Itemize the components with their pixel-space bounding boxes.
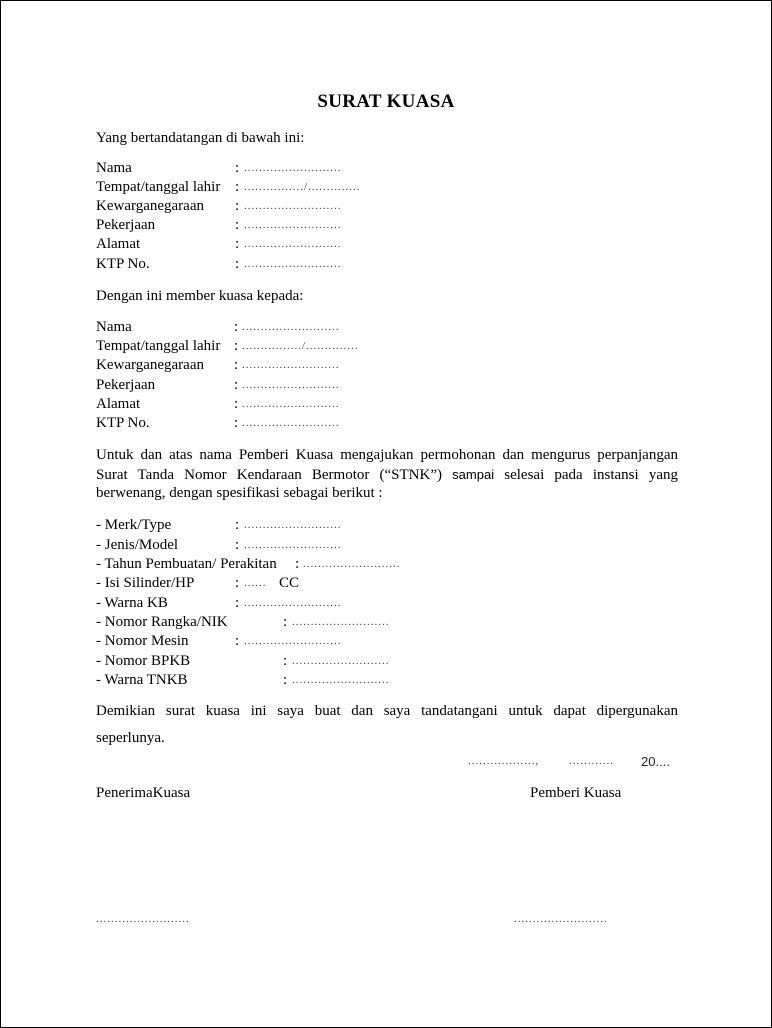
- spec-bpkb-label: - Nomor BPKB: [96, 653, 191, 669]
- spec-silinder-label: - Isi Silinder/HP: [96, 575, 195, 591]
- closing-line: seperlunya.: [96, 730, 165, 746]
- giver-address-label: Alamat: [96, 236, 141, 252]
- spec-warnakb-label: - Warna KB: [96, 595, 168, 611]
- purpose-paragraph: [96, 446, 678, 503]
- giver-sign-label: Pemberi Kuasa: [530, 785, 622, 801]
- separator: :: [283, 653, 288, 669]
- spec-silinder-unit: CC: [279, 575, 300, 591]
- purpose-line-part: Surat Tanda Nomor Kendaraan Bermotor (“STNK”): [96, 467, 443, 483]
- separator: :: [295, 556, 300, 572]
- receiver-sign-label: PenerimaKuasa: [96, 785, 191, 801]
- giver-birth-label: Tempat/tanggal lahir: [96, 179, 221, 195]
- separator: :: [283, 672, 288, 688]
- date-place: ..................,: [468, 755, 540, 767]
- receiver-ktp-label: KTP No.: [96, 415, 150, 431]
- date-day: ............: [569, 755, 614, 767]
- spec-mesin-value: ..........................: [244, 635, 342, 647]
- separator: :: [235, 517, 240, 533]
- giver-birth-value: ................/..............: [244, 181, 361, 193]
- spec-merk-value: ..........................: [244, 519, 342, 531]
- document-title: SURAT KUASA: [317, 91, 455, 112]
- receiver-job-value: ..........................: [242, 379, 340, 391]
- giver-sign-line: .........................: [514, 913, 608, 925]
- receiver-address-label: Alamat: [96, 396, 141, 412]
- purpose-line: Untuk dan atas nama Pemberi Kuasa mengajukan permohonan dan mengurus perpanjangan: [96, 447, 678, 463]
- giver-ktp-label: KTP No.: [96, 256, 150, 272]
- separator: :: [283, 614, 288, 630]
- spec-rangka-label: - Nomor Rangka/NIK: [96, 614, 228, 630]
- separator: :: [234, 415, 239, 431]
- receiver-nationality-value: ..........................: [242, 359, 340, 371]
- separator: :: [234, 357, 239, 373]
- intro-text: Yang bertandatangan di bawah ini:: [96, 130, 305, 146]
- separator: :: [235, 217, 240, 233]
- giver-job-value: ..........................: [244, 219, 342, 231]
- spec-tahun-label: - Tahun Pembuatan/ Perakitan: [96, 556, 277, 572]
- receiver-sign-line: .........................: [96, 913, 190, 925]
- separator: :: [235, 160, 240, 176]
- receiver-address-value: ..........................: [242, 398, 340, 410]
- receiver-job-label: Pekerjaan: [96, 377, 156, 393]
- separator: :: [234, 377, 239, 393]
- giver-address-value: ..........................: [244, 238, 342, 250]
- separator: :: [234, 396, 239, 412]
- separator: :: [235, 256, 240, 272]
- giver-ktp-value: ..........................: [244, 258, 342, 270]
- spec-jenis-value: ..........................: [244, 539, 342, 551]
- spec-tnkb-label: - Warna TNKB: [96, 672, 188, 688]
- purpose-line-2: [96, 465, 678, 484]
- spec-silinder-value: ......: [244, 577, 267, 589]
- closing-line: Demikian surat kuasa ini saya buat dan saya tandatangani untuk dapat dipergunakan: [96, 703, 678, 719]
- receiver-birth-value: ................/..............: [242, 340, 359, 352]
- separator: :: [235, 236, 240, 252]
- date-year: 20....: [641, 754, 670, 769]
- purpose-line: berwenang, dengan spesifikasi sebagai berikut :: [96, 485, 383, 501]
- spec-bpkb-value: ..........................: [292, 655, 390, 667]
- receiver-birth-label: Tempat/tanggal lahir: [96, 338, 221, 354]
- giver-name-value: ..........................: [244, 162, 342, 174]
- spec-jenis-label: - Jenis/Model: [96, 537, 179, 553]
- giver-nationality-label: Kewarganegaraan: [96, 198, 204, 214]
- receiver-nationality-label: Kewarganegaraan: [96, 357, 204, 373]
- giver-job-label: Pekerjaan: [96, 217, 156, 233]
- closing-paragraph: [96, 702, 678, 748]
- separator: :: [234, 319, 239, 335]
- giver-nationality-value: ..........................: [244, 200, 342, 212]
- spec-merk-label: - Merk/Type: [96, 517, 172, 533]
- spec-tnkb-value: ..........................: [292, 674, 390, 686]
- receiver-name-value: ..........................: [242, 321, 340, 333]
- separator: :: [235, 633, 240, 649]
- spec-rangka-value: ..........................: [292, 616, 390, 628]
- mid-text: Dengan ini member kuasa kepada:: [96, 288, 304, 304]
- spec-mesin-label: - Nomor Mesin: [96, 633, 189, 649]
- purpose-line-part: sampai: [452, 467, 495, 482]
- receiver-ktp-value: ..........................: [242, 417, 340, 429]
- giver-name-label: Nama: [96, 160, 132, 176]
- spec-tahun-value: ..........................: [303, 558, 401, 570]
- separator: :: [235, 198, 240, 214]
- spec-warnakb-value: ..........................: [244, 597, 342, 609]
- separator: :: [235, 575, 240, 591]
- separator: :: [235, 537, 240, 553]
- receiver-name-label: Nama: [96, 319, 132, 335]
- separator: :: [234, 338, 239, 354]
- separator: :: [235, 179, 240, 195]
- purpose-line-part: selesai pada instansi yang: [504, 467, 679, 483]
- separator: :: [235, 595, 240, 611]
